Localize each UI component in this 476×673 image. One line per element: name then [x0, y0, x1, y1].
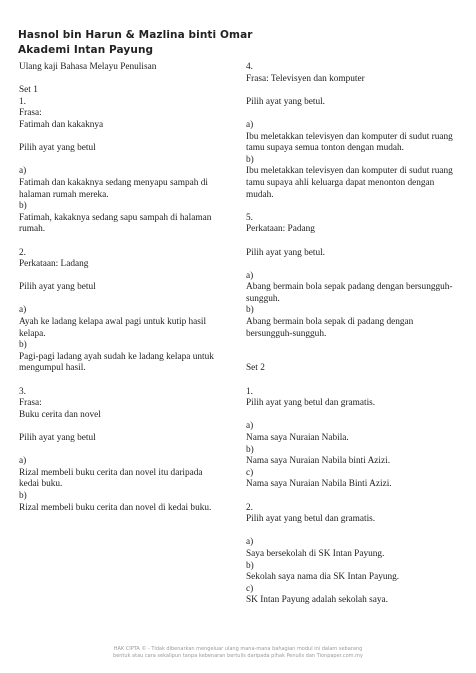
text-line: Set 2	[246, 363, 265, 374]
text-line: Buku cerita dan novel	[19, 409, 101, 420]
text-line: 2.	[246, 502, 253, 513]
text-line: Abang bermain bola sepak padang dengan bersungguh-sungguh.	[246, 282, 453, 304]
text-line: Rizal membeli buku cerita dan novel itu daripada kedai buku.	[19, 467, 203, 490]
text-line: a)	[19, 456, 27, 467]
blank-line	[246, 236, 461, 248]
blank-line	[246, 259, 461, 271]
copyright-line-2: bentuk atau cara sekalipun tanpa kebenaran bertulis daripada pihak Penulis dan Tionpaper.com.my	[113, 653, 363, 659]
text-line: Pilih ayat yang betul.	[246, 96, 326, 107]
text-line: Pilih ayat yang betul dan gramatis.	[246, 514, 376, 525]
right-column	[246, 62, 461, 607]
text-line: 1.	[246, 386, 253, 397]
text-line: c)	[246, 467, 254, 478]
text-line: Pilih ayat yang betul	[19, 433, 96, 443]
blank-line	[19, 132, 224, 144]
text-line: 2.	[19, 247, 26, 258]
text-line: Rizal membeli buku cerita dan novel di kedai buku.	[19, 502, 212, 513]
copyright-line-1: HAK CIPTA © - Tidak dibenarkan mengeluar ulang mana-mana bahagian modul ini dalam sebarang	[113, 646, 363, 652]
text-line: 3.	[19, 386, 26, 397]
text-line: 5.	[246, 212, 253, 223]
blank-line	[246, 352, 461, 364]
text-line: a)	[19, 305, 27, 316]
text-line: Nama saya Nuraian Nabila binti Azizi.	[246, 456, 391, 467]
text-line: 4.	[246, 62, 253, 72]
blank-line	[19, 421, 224, 433]
blank-line	[19, 445, 224, 457]
text-line: b)	[246, 154, 254, 165]
text-line: a)	[19, 166, 27, 177]
text-line: Pagi-pagi ladang ayah sudah ke ladang kelapa untuk mengumpul hasil.	[19, 351, 214, 374]
text-line: Ibu meletakkan televisyen dan komputer di sudut ruang tamu supaya semua tonton dengan mudah.	[246, 131, 453, 154]
text-line: Frasa: Televisyen dan komputer	[246, 73, 365, 84]
document-title: Ulang kaji Bahasa Melayu Penulisan	[19, 62, 157, 72]
blank-line	[19, 155, 224, 167]
blank-line	[19, 236, 224, 248]
text-line: Pilih ayat yang betul	[19, 143, 96, 154]
blank-line	[246, 201, 461, 213]
blank-line	[246, 491, 461, 503]
spacer	[19, 74, 224, 86]
document-header	[18, 28, 253, 58]
text-line: Abang bermain bola sepak di padang dengan bersungguh-sungguh.	[246, 317, 414, 339]
text-line: Perkataan: Padang	[246, 224, 315, 235]
text-line: Nama saya Nuraian Nabila Binti Azizi.	[246, 479, 392, 490]
text-line: a)	[246, 421, 254, 432]
text-line: b)	[246, 305, 254, 316]
text-line: Pilih ayat yang betul	[19, 282, 96, 293]
text-line: Nama saya Nuraian Nabila.	[246, 433, 349, 443]
blank-line	[246, 340, 461, 352]
blank-line	[246, 526, 461, 538]
text-line: Fatimah dan kakaknya	[19, 119, 104, 130]
text-line: b)	[246, 444, 254, 455]
text-line: b)	[19, 340, 27, 351]
text-line: a)	[246, 119, 254, 130]
text-line: Fatimah dan kakaknya sedang menyapu sampah di halaman rumah mereka.	[19, 177, 208, 200]
text-line: b)	[19, 201, 27, 212]
text-line: Perkataan: Ladang	[19, 259, 89, 270]
text-line: Pilih ayat yang betul.	[246, 247, 326, 258]
text-line: Ayah ke ladang kelapa awal pagi untuk kutip hasil kelapa.	[19, 317, 207, 339]
text-line: Pilih ayat yang betul dan gramatis.	[246, 398, 376, 409]
school-name: Akademi Intan Payung	[18, 44, 154, 56]
left-column	[19, 62, 224, 514]
text-line: Set 1	[19, 85, 38, 96]
text-line: Frasa:	[19, 108, 42, 119]
text-line: a)	[246, 270, 254, 281]
text-line: Fatimah, kakaknya sedang sapu sampah di halaman rumah.	[19, 212, 212, 235]
text-line: SK Intan Payung adalah sekolah saya.	[246, 595, 388, 606]
blank-line	[19, 375, 224, 387]
author-names: Hasnol bin Harun & Mazlina binti Omar	[18, 29, 253, 41]
text-line: Ibu meletakkan televisyen dan komputer di sudut ruang tamu supaya ahli keluarga dapat menonton dengan mudah.	[246, 166, 453, 200]
blank-line	[246, 375, 461, 387]
blank-line	[246, 108, 461, 120]
text-line: 1.	[19, 96, 26, 107]
blank-line	[19, 271, 224, 283]
blank-line	[246, 85, 461, 97]
text-line: Saya bersekolah di SK Intan Payung.	[246, 548, 385, 559]
text-line: b)	[19, 490, 27, 501]
text-line: Frasa:	[19, 398, 42, 409]
blank-line	[246, 410, 461, 422]
text-line: b)	[246, 560, 254, 571]
copyright-footer	[0, 646, 476, 660]
text-line: Sekolah saya nama dia SK Intan Payung.	[246, 572, 400, 583]
text-line: a)	[246, 537, 254, 548]
text-line: c)	[246, 583, 254, 594]
blank-line	[19, 294, 224, 306]
